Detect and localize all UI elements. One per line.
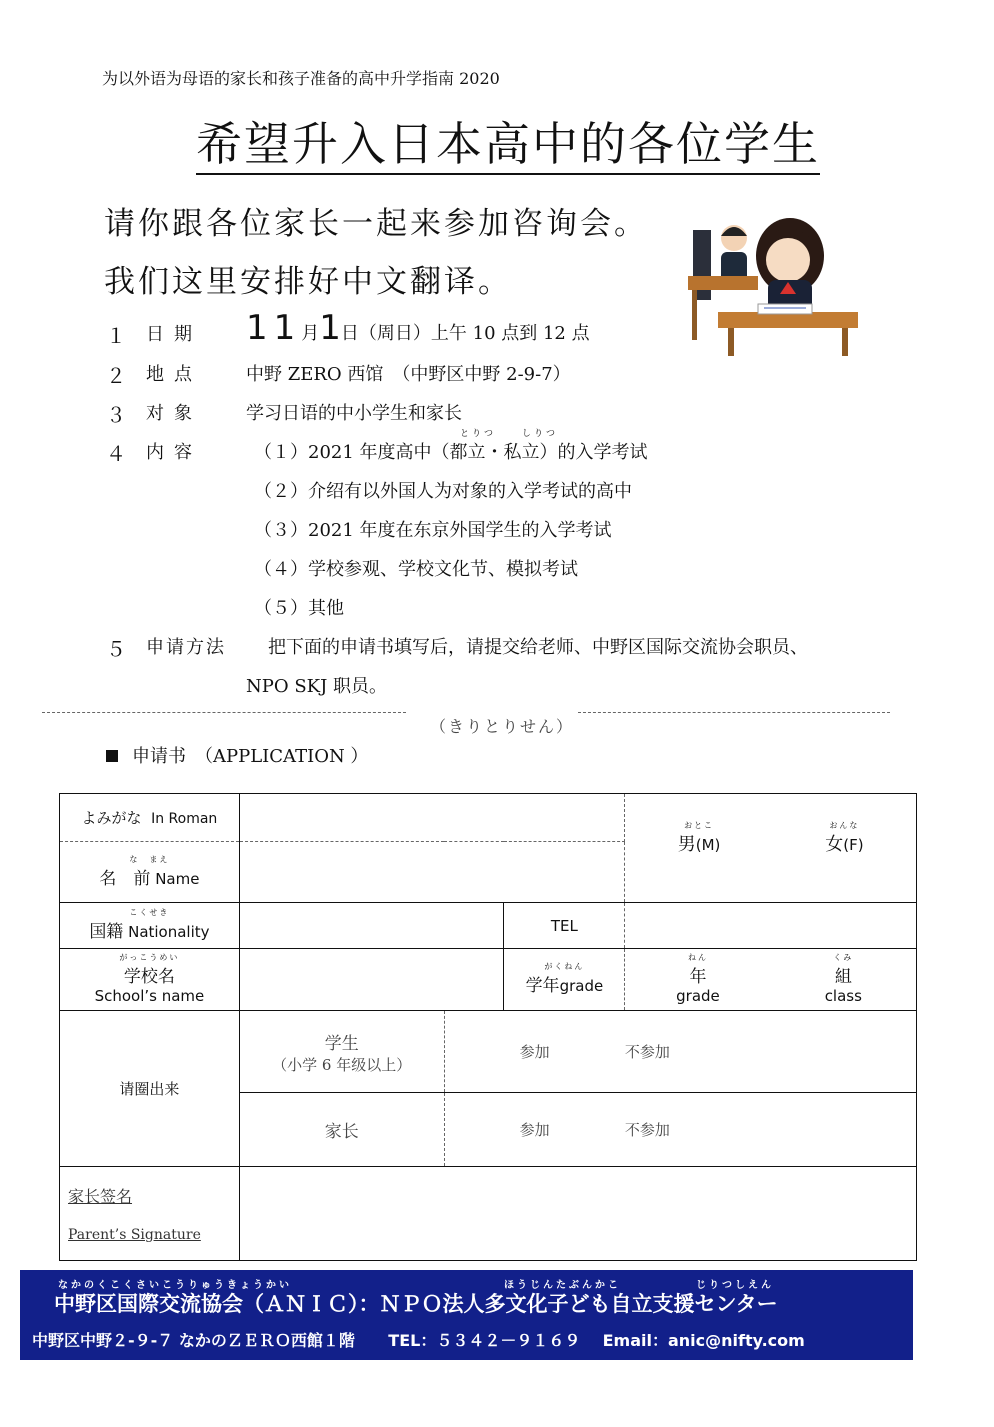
student-blank	[771, 1011, 917, 1093]
gender-field[interactable]	[625, 794, 917, 903]
bullet-square-icon	[106, 750, 118, 762]
lead-line-2: 我们这里安排好中文翻译。	[104, 264, 512, 300]
lead-line-1: 请你跟各位家长一起来参加咨询会。	[104, 206, 648, 242]
parent-attend-option[interactable]: 参加	[444, 1093, 625, 1167]
circle-label: 请圈出来	[60, 1011, 240, 1167]
reading-label: よみがな In Roman	[60, 794, 240, 842]
tel-label: TEL	[504, 903, 625, 949]
student-label: 学生 （小学 6 年级以上）	[239, 1011, 444, 1093]
application-form	[59, 793, 917, 1261]
cut-line-left	[42, 712, 406, 713]
item-date: １ 日期 11月1日（周日）上午 10 点到 12 点	[106, 308, 590, 348]
name-field[interactable]	[239, 842, 624, 903]
signature-label: 家长签名 Parent’s Signature	[60, 1167, 240, 1261]
grade-label: がくねん 学年grade	[504, 949, 625, 1011]
tel-field[interactable]	[625, 903, 917, 949]
parent-not-attend-option[interactable]: 不参加	[625, 1093, 771, 1167]
footer-address: 中野区中野２-９-７ なかのＺＥＲＯ西館１階 TEL：５３４２－９１６９ Email：anic@nifty.com	[32, 1331, 805, 1350]
class-field[interactable]: くみ 組 class	[771, 949, 917, 1011]
page-title: 希望升入日本高中的各位学生	[0, 108, 994, 174]
footer-email-link[interactable]: anic@nifty.com	[667, 1331, 805, 1350]
nationality-field[interactable]	[239, 903, 504, 949]
cut-line-label: （きりとりせん）	[430, 717, 575, 736]
footer-org: 中野区国際交流協会（ＡＮＩＣ）：ＮＰＯ法人多文化子ども自立支援センター	[54, 1292, 778, 1316]
signature-field[interactable]	[239, 1167, 916, 1261]
parent-label: 家长	[239, 1093, 444, 1167]
footer-ruby-2: ほうじんたぶんかこ	[504, 1280, 621, 1291]
male-option[interactable]: おとこ 男(M)	[677, 821, 721, 855]
footer-ruby-1: なかのくこくさいこうりゅうきょうかい	[58, 1280, 292, 1291]
grade-field[interactable]: ねん 年 grade	[625, 949, 771, 1011]
student-attend-option[interactable]: 参加	[444, 1011, 625, 1093]
female-option[interactable]: おんな 女(F)	[825, 821, 864, 855]
student-not-attend-option[interactable]: 不参加	[625, 1011, 771, 1093]
name-label: な まえ 名 前 Name	[60, 842, 240, 903]
item-place: ２ 地点 中野 ZERO 西馆 （中野区中野 2-9-7）	[106, 364, 571, 388]
item-target: ３ 对象 学习日语的中小学生和家长	[106, 403, 462, 427]
item-content: ４ 内容 とりつ しりつ （１）2021 年度高中（都立・私立）的入学考试 （２）介绍有以外国人为对象的入学考试的高中 （３）2021 年度在东京外国学生的入学考试 （４）学校参观、学校文化节、模拟考试 （５）其他	[106, 429, 648, 619]
reading-field[interactable]	[239, 794, 624, 842]
footer-ruby-3: じりつしえん	[696, 1280, 774, 1291]
item-apply: ５ 申请方法 把下面的申请书填写后，请提交给老师、中野区国际交流协会职员、 NPO SKJ 职员。	[106, 637, 808, 697]
school-field[interactable]	[239, 949, 504, 1011]
subtitle: 为以外语为母语的家长和孩子准备的高中升学指南 2020	[102, 69, 500, 88]
cut-line-right	[578, 712, 890, 713]
nationality-label: こくせき 国籍 Nationality	[60, 903, 240, 949]
parent-blank	[771, 1093, 917, 1167]
school-label: がっこうめい 学校名 School’s name	[60, 949, 240, 1011]
footer-banner	[20, 1270, 913, 1360]
application-heading: 申请书 （APPLICATION ）	[106, 742, 368, 768]
